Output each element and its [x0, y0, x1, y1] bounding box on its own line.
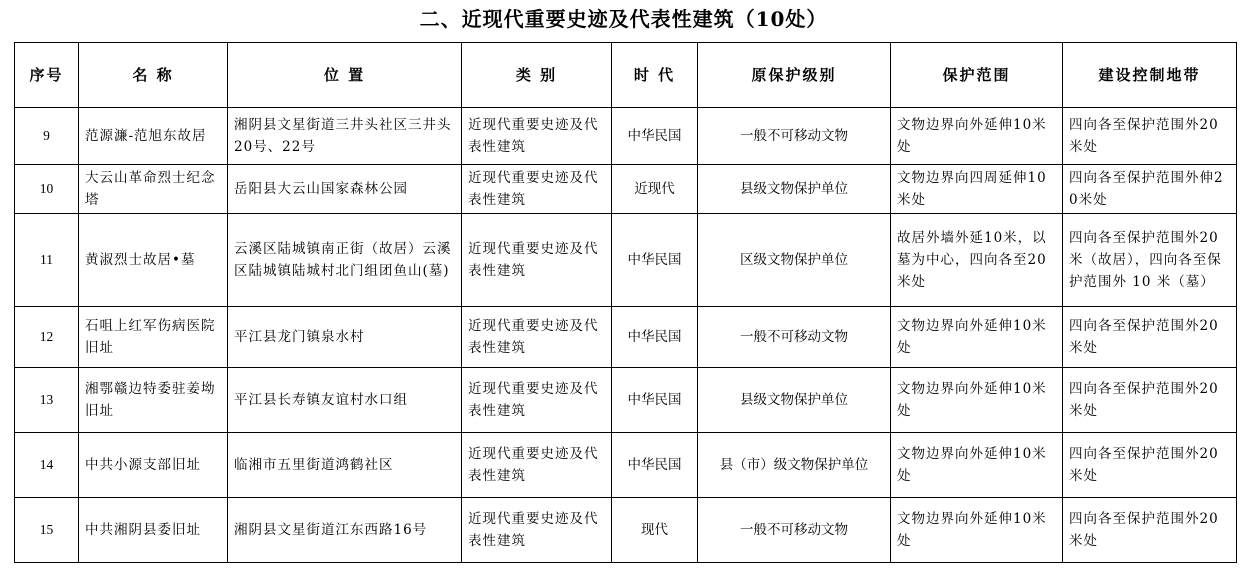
cell-index: 15 — [15, 498, 79, 563]
cell-era: 现代 — [612, 498, 698, 563]
table-row — [15, 108, 1237, 165]
table-row — [15, 307, 1237, 368]
header-name: 名 称 — [79, 43, 228, 108]
cell-name: 大云山革命烈士纪念塔 — [79, 165, 228, 214]
cell-protection: 文物边界向外延伸10米处 — [891, 307, 1063, 368]
cell-era: 中华民国 — [612, 368, 698, 433]
cell-category: 近现代重要史迹及代表性建筑 — [462, 165, 612, 214]
cell-location: 岳阳县大云山国家森林公园 — [228, 165, 462, 214]
cell-index: 10 — [15, 165, 79, 214]
cell-name: 中共小源支部旧址 — [79, 433, 228, 498]
cell-era: 中华民国 — [612, 214, 698, 307]
cell-control: 四向各至保护范围外20米处 — [1063, 368, 1237, 433]
cell-level: 一般不可移动文物 — [698, 108, 891, 165]
header-era: 时 代 — [612, 43, 698, 108]
cell-name: 黄淑烈士故居•墓 — [79, 214, 228, 307]
cell-era: 中华民国 — [612, 433, 698, 498]
cell-control: 四向各至保护范围外20米处 — [1063, 433, 1237, 498]
cell-category: 近现代重要史迹及代表性建筑 — [462, 214, 612, 307]
heritage-table — [14, 42, 1237, 563]
cell-location: 云溪区陆城镇南正街（故居）云溪区陆城镇陆城村北门组团鱼山(墓) — [228, 214, 462, 307]
cell-control: 四向各至保护范围外20米（故居），四向各至保护范围外 10 米（墓） — [1063, 214, 1237, 307]
cell-category: 近现代重要史迹及代表性建筑 — [462, 433, 612, 498]
cell-control: 四向各至保护范围外20米处 — [1063, 498, 1237, 563]
cell-name: 湘鄂赣边特委驻姜坳旧址 — [79, 368, 228, 433]
cell-category: 近现代重要史迹及代表性建筑 — [462, 368, 612, 433]
cell-location: 湘阴县文星街道江东西路16号 — [228, 498, 462, 563]
header-index: 序号 — [15, 43, 79, 108]
table-row — [15, 214, 1237, 307]
cell-protection: 文物边界向四周延伸10米处 — [891, 165, 1063, 214]
cell-category: 近现代重要史迹及代表性建筑 — [462, 307, 612, 368]
cell-control: 四向各至保护范围外20米处 — [1063, 307, 1237, 368]
header-location: 位 置 — [228, 43, 462, 108]
cell-location: 平江县龙门镇泉水村 — [228, 307, 462, 368]
cell-era: 近现代 — [612, 165, 698, 214]
cell-level: 县级文物保护单位 — [698, 368, 891, 433]
cell-location: 临湘市五里街道鸿鹤社区 — [228, 433, 462, 498]
header-original-level: 原保护级别 — [698, 43, 891, 108]
cell-index: 14 — [15, 433, 79, 498]
cell-index: 13 — [15, 368, 79, 433]
cell-location: 湘阴县文星街道三井头社区三井头20号、22号 — [228, 108, 462, 165]
header-control-zone: 建设控制地带 — [1063, 43, 1237, 108]
cell-name: 范源濂-范旭东故居 — [79, 108, 228, 165]
cell-control: 四向各至保护范围外20米处 — [1063, 108, 1237, 165]
cell-index: 11 — [15, 214, 79, 307]
cell-location: 平江县长寿镇友谊村水口组 — [228, 368, 462, 433]
cell-level: 县（市）级文物保护单位 — [698, 433, 891, 498]
cell-era: 中华民国 — [612, 307, 698, 368]
cell-protection: 文物边界向外延伸10米处 — [891, 433, 1063, 498]
cell-protection: 故居外墙外延10米，以墓为中心，四向各至20米处 — [891, 214, 1063, 307]
table-row — [15, 433, 1237, 498]
cell-level: 县级文物保护单位 — [698, 165, 891, 214]
cell-level: 一般不可移动文物 — [698, 498, 891, 563]
cell-protection: 文物边界向外延伸10米处 — [891, 368, 1063, 433]
cell-level: 一般不可移动文物 — [698, 307, 891, 368]
header-protection-range: 保护范围 — [891, 43, 1063, 108]
table-row — [15, 498, 1237, 563]
cell-protection: 文物边界向外延伸10米处 — [891, 108, 1063, 165]
cell-name: 中共湘阴县委旧址 — [79, 498, 228, 563]
cell-category: 近现代重要史迹及代表性建筑 — [462, 498, 612, 563]
table-row — [15, 368, 1237, 433]
cell-level: 区级文物保护单位 — [698, 214, 891, 307]
cell-index: 9 — [15, 108, 79, 165]
header-category: 类 别 — [462, 43, 612, 108]
table-header-row — [15, 43, 1237, 108]
cell-category: 近现代重要史迹及代表性建筑 — [462, 108, 612, 165]
page-title: 二、近现代重要史迹及代表性建筑（10处） — [419, 7, 828, 31]
cell-control: 四向各至保护范围外伸20米处 — [1063, 165, 1237, 214]
cell-era: 中华民国 — [612, 108, 698, 165]
cell-index: 12 — [15, 307, 79, 368]
table-row — [15, 165, 1237, 214]
cell-name: 石咀上红军伤病医院旧址 — [79, 307, 228, 368]
cell-protection: 文物边界向外延伸10米处 — [891, 498, 1063, 563]
